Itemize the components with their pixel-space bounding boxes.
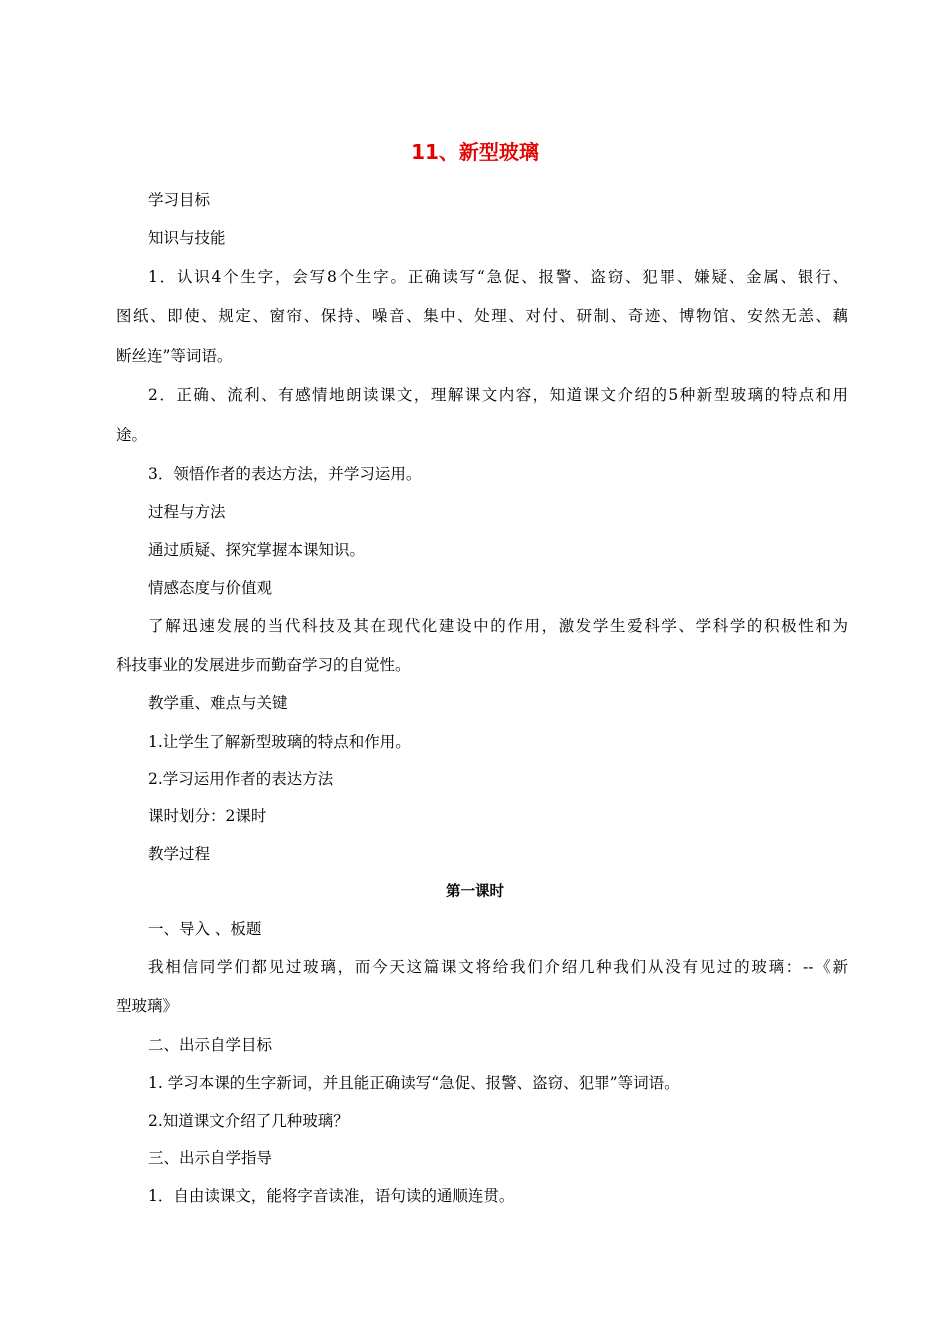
paragraph-line: 断丝连”等词语。	[116, 347, 233, 365]
heading-knowledge-skills: 知识与技能	[148, 229, 226, 247]
paragraph-line: 科技事业的发展进步而勤奋学习的自觉性。	[116, 656, 411, 674]
section-heading-first-lesson: 第一课时	[446, 884, 504, 900]
paragraph-line: 途。	[116, 426, 148, 444]
paragraph-line: 2.知道课文介绍了几种玻璃？	[148, 1112, 349, 1130]
heading-emotion-values: 情感态度与价值观	[148, 579, 273, 597]
paragraph-line: 了解迅速发展的当代科技及其在现代化建设中的作用，激发学生爱科学、学科学的积极性和为	[148, 617, 848, 635]
heading-learning-goals: 学习目标	[148, 191, 211, 209]
paragraph-line: 1.让学生了解新型玻璃的特点和作用。	[148, 733, 411, 751]
document-title: 11、新型玻璃	[411, 140, 539, 164]
paragraph-line: 一、导入 、板题	[148, 920, 262, 938]
paragraph-line: 2.学习运用作者的表达方法	[148, 770, 334, 788]
heading-key-points: 教学重、难点与关键	[148, 694, 288, 712]
paragraph-line: 3．领悟作者的表达方法，并学习运用。	[148, 465, 422, 483]
paragraph-line: 2．正确、流利、有感情地朗读课文，理解课文内容，知道课文介绍的5种新型玻璃的特点和用	[148, 386, 848, 404]
paragraph-line: 1．自由读课文，能将字音读准，语句读的通顺连贯。	[148, 1187, 515, 1205]
paragraph-line: 1. 学习本课的生字新词，并且能正确读写“急促、报警、盗窃、犯罪”等词语。	[148, 1074, 680, 1092]
paragraph-line: 三、出示自学指导	[148, 1149, 273, 1167]
paragraph-line: 图纸、即使、规定、窗帘、保持、噪音、集中、处理、对付、研制、奇迹、博物馆、安然无恙、藕	[116, 307, 848, 325]
paragraph-line: 课时划分：2课时	[148, 807, 267, 825]
paragraph-line: 我相信同学们都见过玻璃，而今天这篇课文将给我们介绍几种我们从没有见过的玻璃：--《新	[148, 958, 848, 976]
heading-teaching-process: 教学过程	[148, 845, 211, 863]
paragraph-line: 二、出示自学目标	[148, 1036, 273, 1054]
paragraph-line: 1．认识4个生字，会写8个生字。正确读写“急促、报警、盗窃、犯罪、嫌疑、金属、银行、	[148, 268, 848, 286]
paragraph-line: 通过质疑、探究掌握本课知识。	[148, 541, 366, 559]
heading-process-methods: 过程与方法	[148, 503, 226, 521]
paragraph-line: 型玻璃》	[116, 997, 179, 1015]
